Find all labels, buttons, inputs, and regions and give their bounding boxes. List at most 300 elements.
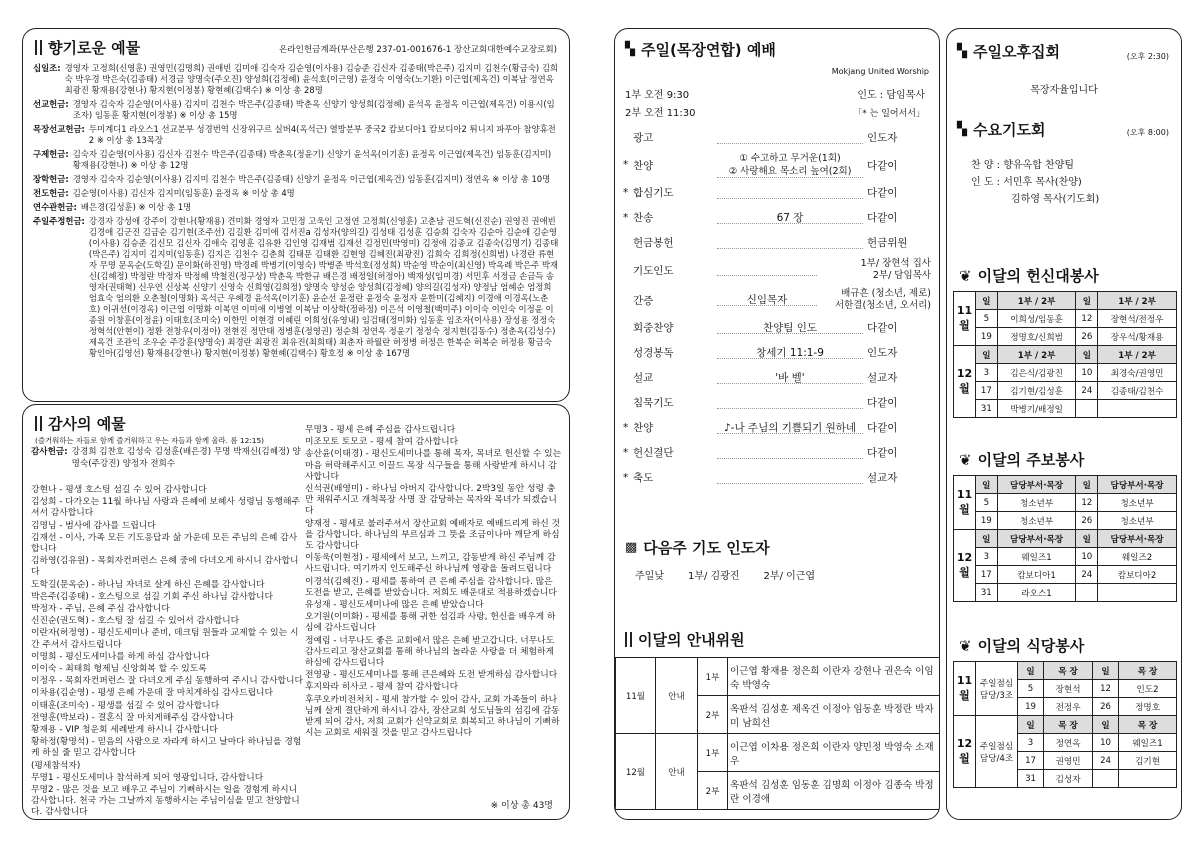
thanks-right-column [305, 425, 563, 740]
thanks-note: 김하영(김유원) - 목회자컨퍼런스 은혜 중에 다녀오게 하시니 감사합니다 [31, 556, 299, 578]
worship-row [615, 180, 939, 205]
worship-item-label: 침묵기도 [633, 397, 674, 409]
wednesday-title: 수요기도회 [973, 121, 1046, 139]
worship-stand-mark: * [623, 471, 629, 484]
schedule-month: 11 월 [954, 476, 976, 530]
worship-row [615, 230, 939, 255]
thanks-note: 이정우 - 목회자컨퍼런스 잘 다녀오게 주심 동행하여 주시니 감사합니다 [31, 676, 303, 687]
thanks-title: 감사의 예물 [48, 415, 126, 433]
leaf-icon: ❦ [959, 266, 972, 285]
offering-line [33, 216, 559, 359]
schedule-header-row [954, 662, 1177, 680]
worship-item-detail: 67 장 [717, 212, 863, 224]
guide-row [616, 658, 941, 696]
kitchen-title: 이달의 식당봉사 [977, 637, 1085, 655]
schedule-assignee: 청소년부 [1098, 494, 1177, 512]
thanks-note: 이명희 - 평신도세미나를 하게 하심 감사합니다 [31, 651, 210, 662]
thanks-left-column [31, 485, 303, 820]
worship-item-detail [717, 187, 863, 199]
bulletin-table [953, 475, 1177, 602]
next-prayer-first: 1부/ 김광진 [687, 571, 740, 582]
afternoon-title: 주일오후집회 [973, 43, 1060, 61]
thanks-note: 전영훈(박보라) - 결혼식 잘 마치게해주심 감사합니다 [31, 712, 234, 723]
guide-part: 1부 [698, 734, 728, 772]
schedule-day: 3 [1018, 734, 1044, 752]
next-prayer-line [635, 567, 815, 582]
offering-label: 장학헌금: [33, 174, 69, 184]
thanks-note: 강현나 - 평생 호스팅 섬길 수 있어 감사합니다 [31, 485, 207, 495]
worship-time-1: 1부 오전 9:30 [625, 90, 690, 101]
guide-names: 옥판석 김성훈 제옥건 이정아 임동훈 박정란 박자미 남희선 [728, 696, 941, 734]
offering-names: 김숙자 김순영(이사용) 김신자 김천수 박은주(김종태) 박춘옥(정윤기) 신양기 윤석옥(이기훈) 윤정옥 이근엽(제옥건) 임동훈(김지미) 황재용(강현나) ※ 이상 총 12명 [72, 149, 552, 170]
thanks-note: 미조모토 토모코 - 평세 참여 감사합니다 [305, 437, 459, 448]
schedule-day: 10 [1093, 734, 1119, 752]
offering-line [33, 174, 559, 185]
schedule-day: 17 [976, 566, 998, 584]
worship-item-label: 간증 [633, 294, 654, 307]
schedule-assignee: 장우석/황재용 [1098, 328, 1177, 346]
devotion-title: 이달의 헌신대봉사 [977, 267, 1099, 285]
worship-item-detail: 창세기 11:1-9 [717, 347, 863, 359]
offering-names: 경영자 김숙자 김순영(이사용) 김지미 김천수 박은주(김종태) 신양기 윤정옥 이근엽(제옥건) 임동훈(김지미) 정연옥 ※ 이상 총 10명 [72, 174, 551, 184]
schedule-row [954, 310, 1177, 328]
offering-heading [35, 37, 140, 58]
schedule-day: 24 [1076, 382, 1098, 400]
schedule-day: 12 [1076, 494, 1098, 512]
worship-heading [625, 39, 776, 60]
schedule-row [954, 400, 1177, 418]
schedule-day: 3 [976, 548, 998, 566]
worship-order [615, 125, 939, 490]
worship-item-detail: ① 수고하고 무거운(1회) ② 사랑해요 목소리 높여(2회) [717, 152, 863, 178]
thanks-note: 이차용(김순영) - 평생 은혜 가운데 잘 마치게하심 감사드립니다 [31, 688, 274, 699]
wednesday-time: (오후 8:00) [1126, 128, 1169, 137]
worship-item-label: 찬송 [633, 212, 654, 224]
schedule-assignee: 김기현/김성훈 [997, 382, 1076, 400]
bulletin-title: 이달의 주보봉사 [977, 451, 1085, 469]
schedule-assignee: 정연옥 [1044, 734, 1093, 752]
schedule-header: 담당부서·목장 [997, 530, 1076, 548]
schedule-day: 19 [976, 512, 998, 530]
offering-label: 연수관헌금: [33, 202, 77, 212]
schedule-header: 담당부서·목장 [1098, 476, 1177, 494]
schedule-header-row [954, 716, 1177, 734]
worship-row [615, 205, 939, 230]
schedule-header-row [954, 346, 1177, 364]
worship-row [615, 150, 939, 180]
worship-item-leader: 1부/ 장현석 집사 2부/ 담임목사 [860, 258, 931, 281]
thanks-note: 김재선 - 이사, 가족 모든 기도응답과 삶 가운데 모든 주님의 은혜 감사합니다 [31, 532, 298, 555]
schedule-month: 12 월 [954, 530, 976, 602]
worship-item-label: 찬양 [633, 159, 654, 172]
worship-item-label: 성경봉독 [633, 347, 674, 359]
section-bar-icon [625, 632, 632, 647]
schedule-assignee [1098, 400, 1177, 418]
offering-label: 선교헌금: [33, 99, 69, 109]
worship-subtitle: Mokjang United Worship [831, 67, 929, 76]
offering-label: 전도헌금: [33, 188, 69, 198]
schedule-month: 12 월 [954, 716, 976, 788]
section-dots-icon: ▚ [625, 42, 635, 57]
offering-names: 김순영(이사용) 김신자 김지미(임동훈) 윤정옥 ※ 이상 총 4명 [72, 188, 295, 198]
schedule-assignee: 김성자 [1044, 770, 1093, 788]
thanks-note: 김명님 - 범사에 감사를 드립니다 [31, 520, 156, 531]
thanks-note: 후쿠오카비전처치 - 평세 참가할 수 있어 감사, 교회 가족들이 하나님께 살게 결단하게 하시니 감사, 장산교회 성도님들의 섬김에 감동받게 되어 감사, 저희 교회가 신약교회로 회복되고 하나님이 기뻐하시는 교회로 세워질 것을 믿고 감사드립니다 [305, 694, 560, 739]
schedule-assignee [1098, 584, 1177, 602]
schedule-row [954, 382, 1177, 400]
worship-item-detail [717, 237, 863, 249]
afternoon-heading [957, 41, 1060, 62]
worship-row [615, 315, 939, 340]
schedule-assignee: 최경숙/권영민 [1098, 364, 1177, 382]
schedule-assignee [1119, 770, 1177, 788]
worship-row [615, 255, 939, 285]
kitchen-table [953, 661, 1177, 788]
worship-item-leader: 다같이 [867, 212, 898, 224]
guide-table [615, 657, 940, 810]
schedule-assignee: 정명호/신희범 [997, 328, 1076, 346]
worship-item-leader: 다같이 [867, 159, 898, 172]
schedule-assignee: 라오스1 [997, 584, 1076, 602]
thanks-note: 박은주(김종태) - 호스팅으로 섬길 기회 주신 하나님 감사합니다 [31, 591, 274, 602]
schedule-header: 담당부서·목장 [1098, 530, 1177, 548]
thanks-note: 이동욱(이현정) - 평세에서 보고, 느끼고, 감동받게 하신 주님께 감사드립니다. 여기까지 인도해주신 하나님께 영광을 돌려드립니다 [305, 553, 556, 575]
thanks-note: 후지와라 히사코 - 평세 참여 감사합니다 [305, 682, 459, 693]
worship-item-detail: '바 벨' [717, 372, 863, 384]
thanks-note: 전영광 - 평신도세미나를 통해 큰은혜와 도전 받게하심 감사합니다 [305, 670, 558, 681]
schedule-header: 일 [1076, 292, 1098, 310]
schedule-day: 19 [976, 328, 998, 346]
schedule-header-row [954, 476, 1177, 494]
wednesday-praise: 찬 양 : 향유옥합 찬양팀 [971, 160, 1075, 171]
worship-row [615, 285, 939, 315]
schedule-assignee: 인도2 [1119, 680, 1177, 698]
kitchen-heading [959, 635, 1084, 656]
bulletin-heading [959, 449, 1084, 470]
thanks-note: 이경석(김혜진) - 평세를 통하여 큰 은혜 주심을 감사합니다. 많은 도전을 받고, 은혜를 받았습니다. 저희도 배운대로 적용하겠습니다 [305, 576, 557, 598]
schedule-header: 일 [1076, 476, 1098, 494]
offering-line [33, 149, 559, 171]
thanks-verse: (즐거워하는 자들로 함께 즐거워하고 우는 자들과 함께 울라. 롬 12:15) [35, 436, 265, 445]
guide-part: 2부 [698, 772, 728, 810]
schedule-header: 목 장 [1119, 662, 1177, 680]
thanks-note: 황하정(황명석) - 믿음의 사람으로 자라게 하시고 날마다 하나님을 경험케 하실 줄 믿고 감사합니다 [31, 737, 302, 759]
schedule-assignee: 캄보디아1 [997, 566, 1076, 584]
worship-item-leader: 헌금위원 [867, 237, 908, 249]
worship-item-detail: ♪-나 주님의 기쁨되기 원하네 [717, 422, 863, 434]
schedule-assignee: 장현석/전정우 [1098, 310, 1177, 328]
devotion-heading [959, 265, 1099, 286]
next-prayer-title: 다음주 기도 인도자 [643, 539, 770, 557]
worship-row [615, 390, 939, 415]
worship-leader-label: 인도 : 담임목사 [857, 90, 925, 101]
wednesday-lines [971, 157, 1099, 208]
schedule-assignee: 웨일즈1 [997, 548, 1076, 566]
thanks-note: 무명3 - 평세 은혜 주심을 감사드립니다 [305, 425, 456, 435]
schedule-header: 일 [1093, 716, 1119, 734]
schedule-panel [946, 28, 1182, 820]
schedule-day: 26 [1076, 512, 1098, 530]
schedule-header: 목 장 [1044, 662, 1093, 680]
schedule-assignee: 이희성/임동훈 [997, 310, 1076, 328]
worship-item-label: 찬양 [633, 422, 654, 434]
schedule-day: 3 [976, 364, 998, 382]
worship-item-leader: 다같이 [867, 397, 898, 409]
guide-names: 이근엽 황재용 정은희 이란자 강현나 권은숙 이임숙 박영숙 [728, 658, 941, 696]
schedule-assignee: 청소년부 [997, 512, 1076, 530]
guide-month: 11월 [616, 658, 656, 734]
next-prayer-heading [625, 537, 770, 558]
afternoon-time: (오후 2:30) [1126, 52, 1169, 61]
worship-item-leader: 다같이 [867, 422, 898, 434]
schedule-day: 26 [1076, 328, 1098, 346]
schedule-assignee: 청소년부 [1098, 512, 1177, 530]
schedule-day: 24 [1076, 566, 1098, 584]
schedule-day: 17 [976, 382, 998, 400]
worship-item-leader: 배규흔 (청소년, 제로) 서한결(청소년, 오서리) [834, 288, 931, 311]
worship-stand-mark: * [623, 186, 629, 199]
next-prayer-second: 2부/ 이근엽 [763, 571, 816, 582]
schedule-header: 일 [1018, 716, 1044, 734]
leaf-icon: ❦ [959, 450, 972, 469]
guide-names: 옥판석 김성훈 임동훈 김명희 이정아 김종숙 박정란 이경애 [728, 772, 941, 810]
worship-panel [614, 28, 940, 820]
guide-title: 이달의 안내위원 [638, 631, 745, 649]
worship-time-2: 2부 오전 11:30 [625, 108, 696, 119]
schedule-day: 12 [1093, 680, 1119, 698]
offering-panel [22, 28, 570, 402]
schedule-header: 일 [976, 292, 998, 310]
thanks-note: 황재용 - VIP 청운회 세례받게 하시니 감사합니다 [31, 725, 218, 736]
worship-item-leader: 다같이 [867, 447, 898, 459]
thanks-offering-line [31, 447, 303, 470]
afternoon-body: 목장자율입니다 [1030, 85, 1098, 96]
thanks-note: 이란자(허정영) - 평신도세미나 준비, 데크팀 원들과 교제할 수 있는 시간 주셔서 감사드립니다 [31, 628, 299, 650]
schedule-assignee: 청소년부 [997, 494, 1076, 512]
offering-names: 두미계디1 라오스1 선교분부 성경번역 신장위구르 실버4(옥석근) 열방분부 중국2 캄보디아1 캄보디아2 튀니지 파푸아 참양휴전2 ※ 이상 총 13목장 [88, 124, 556, 145]
worship-row [615, 465, 939, 490]
offering-line [33, 188, 559, 199]
offering-account: 온라인헌금계좌(부산은행 237-01-001676-1 장산교회대한예수교장로회) [278, 45, 557, 55]
worship-item-label: 합심기도 [633, 187, 674, 199]
thanks-note: 양재정 - 평세로 불러주셔서 장산교회 예배자로 예배드리게 하신 것을 감사합니다. 하나님의 부르심과 그 뜻을 조금이나마 깨닫게 하심도 감사합니다 [305, 518, 560, 552]
schedule-row [954, 566, 1177, 584]
offering-names: 경영자 고정희(신영훈) 권영민(김명희) 권애빈 김미애 김숙자 김순영(이사용) 김승준 김신자 김종태(박은주) 김지미 김천수(황금숙) 김희숙 박우경 박은숙(김종태) 서경금 양명숙(주오진) 양성희(김정혜) 윤석호(이근영) 윤정숙 이영숙(노기환) 이근엽(제옥건) 이복남 정연옥 최광진 황재용(강현나) 황지현(이정봉) 황현혜(김택수) ※ 이상 총 28명 [64, 63, 559, 95]
guide-row [616, 734, 941, 772]
schedule-header: 1부 / 2부 [997, 292, 1076, 310]
schedule-day: 10 [1076, 364, 1098, 382]
schedule-row [954, 328, 1177, 346]
schedule-day: 5 [976, 310, 998, 328]
thanks-note: 정예림 - 너무나도 좋은 교회에서 많은 은혜 받고갑니다. 너무나도 감사드리고 장산교회를 통해 하나님의 놀라운 사랑을 더 체험하게 하심에 감사드립니다 [305, 635, 555, 669]
schedule-assignee: 웨일즈1 [1119, 734, 1177, 752]
guide-role: 안내 [656, 658, 698, 734]
schedule-day [1093, 770, 1119, 788]
offering-label: 주일주정헌금: [33, 216, 85, 226]
schedule-day: 5 [976, 494, 998, 512]
schedule-row [954, 548, 1177, 566]
offering-names: 강경자 강성애 강주이 강현나(황재용) 견미화 경영자 고민정 고욱인 고정연 고정희(신영훈) 고춘남 권도혁(신진순) 권영진 권애빈 김경애 김군진 김금순 김기현(조주선) 김길환 김미애 김서진a 김성자(양의길) 김성태 김성훈 김승희 김숙자 김순아 김순애 김순영(이사용) 김승준 김신모 김신자 김애숙 김영훈 김유환 김인영 김재범 김재선 김정민(박영미) 김정애 김종교 김종숙(김명기) 김종태(박은주) 김지미 김지미(임동훈) 김지은 김천수 김춘희 김태문 김태환 김현영 김혜진(최광진) 김희숙 김희정(신희범) 나경란 류현자 무명 문옥순(도학길) 문이화(하진영) 박경례 박병기(이영숙) 박병준 박석호(정성희) 박순영 박순이(최신영) 박옥례 박은주 박재신(김혜정) 박정란 박정자 박정혜 박철진(정구상) 박춘옥 박한규 배은경 배정일(허정아) 백재성(임미경) 서민후 서정금 손금득 송영자(권태혁) 신우연 신상복 신양기 신영숙 신희영(김희정) 양명숙 양성순 양성희(김정혜) 양의길(김성자) 양정남 엄혜순 엄정희 엄효숙 엄의환 오춘철(이명화) 옥석근 우혜경 윤석옥(이기훈) 윤순선 윤정란 윤정숙 윤정자 윤한미(김혜지) 이경애 이경옥(노춘호) 이귀선(이경옥) 이근엽 이명화 이복연 이미애 이병열 이복남 이상학(정하정) 이은석 이영철(백미주) 이이숙 이인숙 이정윤 이종원 이창훈(이정윤) 이태호(조미숙) 이한민 이현경 이혜린 이희성(유영내) 임검태(정미화) 임동훈 임조자(이사용) 장성용 정정숙 정혁석(안현이) 정환 전창우(이정아) 전현진 정만태 정병훈(정영권) 정순희 정연옥 정윤기 정정숙 정지현(김동수) 정춘옥(김성수) 제옥건 조관익 조우순 주강훈(양명숙) 최경란 최광진 최유진(최희태) 최춘자 하월란 허정병 허정은 한복순 허복순 허정용 황금숙 황인아(김영선) 황재용(강현나) 황지현(이정봉) 황현혜(김택수) 황호정 ※ 이상 총 167명 [88, 216, 559, 358]
section-dots-icon: ▩ [625, 540, 638, 555]
thanks-offering-names: 강경희 김찬호 김성숙 김성훈(배은경) 무명 박재신(김혜정) 양명숙(주강진) 양정자 전희수 [71, 447, 301, 469]
leaf-icon: ❦ [959, 636, 972, 655]
offering-list [33, 63, 559, 362]
offering-label: 십일조: [33, 63, 61, 73]
schedule-row [954, 364, 1177, 382]
worship-item-label: 헌금봉헌 [633, 237, 674, 249]
schedule-header: 1부 / 2부 [997, 346, 1076, 364]
offering-names: 경영자 김숙자 김순영(이사용) 김지미 김천수 박은주(김종태) 박춘옥 신양기 양성희(김정혜) 윤석옥 윤정옥 이근엽(제옥건) 이용시(임조자) 임동훈 황지현(이정봉) ※ 이상 총 15명 [72, 99, 555, 120]
schedule-day: 12 [1076, 310, 1098, 328]
worship-item-label: 회중찬양 [633, 322, 674, 334]
worship-item-detail: 찬양팀 인도 [717, 322, 863, 334]
worship-item-label: 기도인도 [633, 264, 674, 277]
worship-item-detail [717, 397, 863, 409]
schedule-assignee: 캄보디아2 [1098, 566, 1177, 584]
schedule-header: 담당부서·목장 [997, 476, 1076, 494]
schedule-header: 1부 / 2부 [1098, 292, 1177, 310]
worship-title: 주일(목장연합) 예배 [641, 41, 776, 59]
schedule-assignee: 정명호 [1119, 698, 1177, 716]
offering-names: 배은경(김성훈) ※ 이상 총 1명 [80, 202, 192, 212]
worship-stand-mark: * [623, 421, 629, 434]
offering-line [33, 63, 559, 96]
worship-item-detail [717, 472, 863, 484]
wednesday-prayer: 김하영 목사(기도회) [1011, 194, 1100, 205]
schedule-day: 26 [1093, 698, 1119, 716]
offering-label: 구제헌금: [33, 149, 69, 159]
worship-item-label: 광고 [633, 132, 654, 144]
schedule-assignee: 웨일즈2 [1098, 548, 1177, 566]
schedule-lead: 주일점심 담당/3조 [976, 662, 1018, 716]
section-dots-icon: ▚ [957, 44, 967, 59]
worship-row [615, 440, 939, 465]
worship-item-label: 헌신결단 [633, 447, 674, 459]
schedule-lead: 주일점심 담당/4조 [976, 716, 1018, 788]
schedule-day [1076, 584, 1098, 602]
worship-row [615, 415, 939, 440]
worship-item-detail: 신임목자 [717, 294, 817, 306]
schedule-header: 목 장 [1044, 716, 1093, 734]
wednesday-leader: 인 도 : 서민후 목사(찬양) [971, 177, 1082, 188]
worship-item-detail [717, 447, 863, 459]
thanks-heading [35, 413, 126, 434]
worship-leader [853, 87, 925, 123]
section-bar-icon [35, 416, 42, 431]
thanks-offering-label: 감사헌금: [31, 447, 68, 457]
worship-item-leader: 설교자 [867, 472, 898, 484]
schedule-row [954, 494, 1177, 512]
schedule-assignee: 김종태/김천수 [1098, 382, 1177, 400]
worship-row [615, 365, 939, 390]
section-bar-icon [35, 40, 42, 55]
thanks-panel [22, 404, 570, 820]
schedule-header-row [954, 292, 1177, 310]
offering-label: 목장선교헌금: [33, 124, 85, 134]
worship-item-leader: 인도자 [867, 132, 898, 144]
thanks-top [31, 447, 303, 473]
wednesday-heading [957, 119, 1045, 140]
thanks-note: 무명2 - 많은 것을 보고 배우고 주님이 기뻐하시는 일을 경험게 하시니 감사합니다. 천국 가는 그날까지 동행하시는 주님이심을 믿고 찬양합니다. 감사합니다 [31, 785, 300, 818]
schedule-header: 일 [976, 476, 998, 494]
guide-month: 12월 [616, 734, 656, 810]
worship-times [625, 87, 696, 123]
schedule-header: 일 [1093, 662, 1119, 680]
schedule-row [954, 584, 1177, 602]
worship-item-leader: 다같이 [867, 322, 898, 334]
schedule-month: 11 월 [954, 292, 976, 346]
schedule-header: 일 [1076, 346, 1098, 364]
thanks-note: (평세참석자) [31, 760, 81, 771]
thanks-note: 신석권(배영미) - 하나님 아버지 감사합니다. 2박3일 동안 성령 충만 채워주시고 개척목장 사명 잘 감당하는 목자와 목녀가 되겠습니다 [305, 484, 557, 517]
worship-stand-mark: * [623, 446, 629, 459]
thanks-note: 도학길(문옥순) - 하나님 자녀로 살게 하신 은혜를 감사합니다 [31, 579, 265, 590]
schedule-assignee: 장현석 [1044, 680, 1093, 698]
schedule-day: 31 [976, 400, 998, 418]
schedule-month: 11 월 [954, 662, 976, 716]
next-prayer-day: 주일낮 [635, 571, 664, 582]
schedule-assignee: 김은식/김광진 [997, 364, 1076, 382]
offering-title: 향기로운 예물 [48, 39, 141, 57]
schedule-day: 31 [1018, 770, 1044, 788]
schedule-row [954, 512, 1177, 530]
worship-row [615, 340, 939, 365]
schedule-header: 목 장 [1119, 716, 1177, 734]
schedule-assignee: 권영민 [1044, 752, 1093, 770]
thanks-note: 유성재 - 평신도세미나에 많은 은혜 받았습니다 [305, 600, 484, 611]
worship-item-leader: 다같이 [867, 187, 898, 199]
offering-line [33, 124, 559, 146]
offering-line [33, 99, 559, 121]
thanks-total: ※ 이상 총 43명 [490, 801, 553, 811]
schedule-day: 5 [1018, 680, 1044, 698]
worship-row [615, 125, 939, 150]
section-dots-icon: ▚ [957, 122, 967, 137]
guide-heading [625, 629, 745, 650]
guide-role: 안내 [656, 734, 698, 810]
schedule-header: 일 [976, 346, 998, 364]
devotion-table [953, 291, 1177, 418]
schedule-assignee: 김기현 [1119, 752, 1177, 770]
worship-item-detail [717, 264, 817, 276]
worship-item-leader: 인도자 [867, 347, 898, 359]
thanks-note: 박정자 - 주님, 은혜 주심 감사합니다 [31, 604, 170, 615]
schedule-header: 일 [1018, 662, 1044, 680]
schedule-assignee: 박병기/배정일 [997, 400, 1076, 418]
thanks-note: 이이숙 - 최태희 형제님 신앙회복 할 수 있도록 [31, 664, 207, 675]
schedule-header: 일 [1076, 530, 1098, 548]
thanks-note: 무명1 - 평신도세미나 참석하게 되어 영광입니다, 감사합니다 [31, 772, 264, 783]
worship-stand-mark: * [623, 159, 629, 171]
schedule-day: 10 [1076, 548, 1098, 566]
worship-stand-mark: * [623, 211, 629, 224]
guide-part: 2부 [698, 696, 728, 734]
guide-names: 이근엽 이차용 정은희 이란자 양민정 박영숙 소재우 [728, 734, 941, 772]
offering-line [33, 202, 559, 213]
worship-item-detail [717, 132, 863, 144]
worship-item-label: 축도 [633, 472, 654, 484]
thanks-note: 김성희 - 다가오는 11월 하나님 사랑과 은혜에 보혜사 성령님 동행해주셔서 감사합니다 [31, 497, 300, 519]
schedule-day: 17 [1018, 752, 1044, 770]
worship-stand-note: 「* 는 일어서서」 [853, 109, 925, 119]
thanks-note: 이태훈(조미숙) - 평생를 섬길 수 있어 감사합니다 [31, 700, 220, 711]
thanks-note: 송산윤(이태경) - 평신도세미나를 통해 목자, 목녀로 헌신할 수 있는 마음 허락해주시고 이끌드 목장 식구들을 통해 사랑받게 하시니 감사합니다 [305, 449, 562, 482]
schedule-header: 1부 / 2부 [1098, 346, 1177, 364]
thanks-note: 오기원(이미화) - 평세를 통해 귀한 섬김과 사랑, 헌신을 배우게 하심에 감사드립니다 [305, 612, 556, 634]
schedule-assignee: 전정우 [1044, 698, 1093, 716]
schedule-day [1076, 400, 1098, 418]
thanks-note: 신진순(권도혁) - 호스팅 잘 섬길 수 있어서 감사합니다 [31, 616, 240, 627]
